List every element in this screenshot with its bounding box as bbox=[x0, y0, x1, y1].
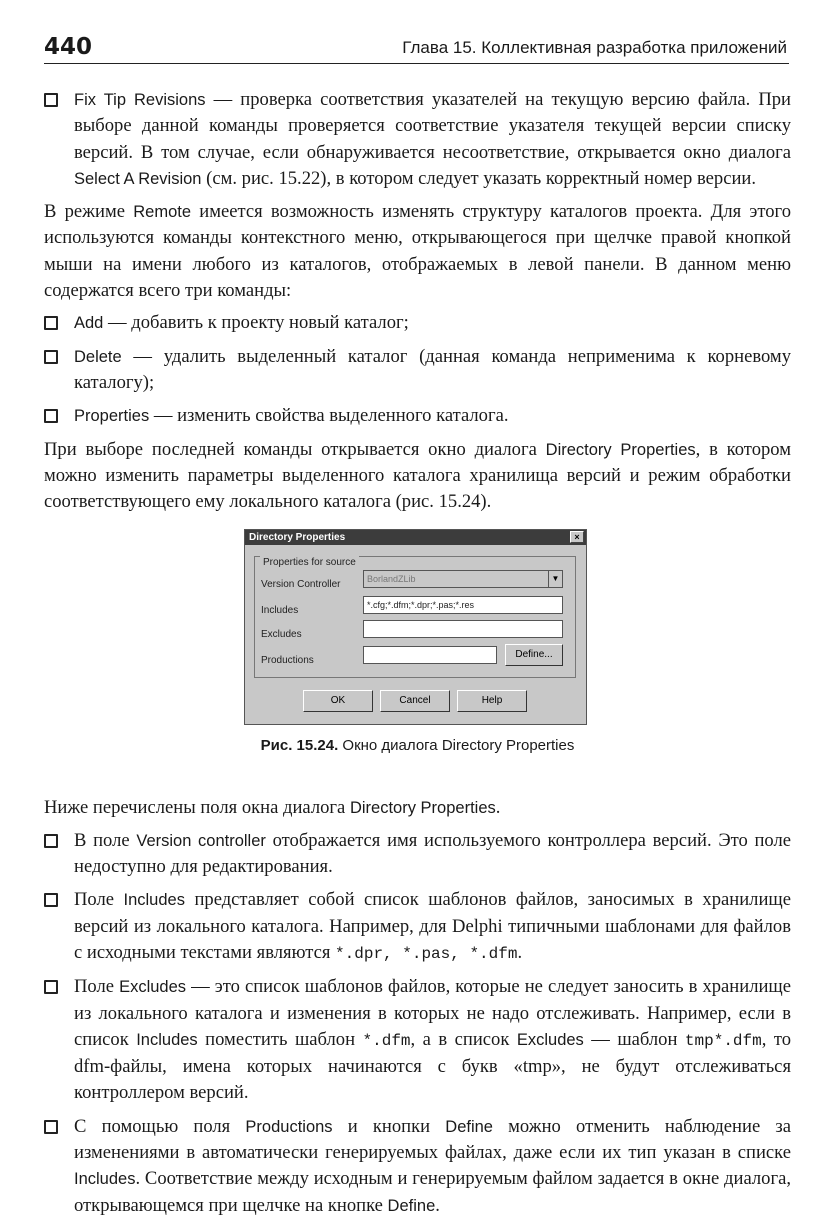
paragraph-directory-properties bbox=[44, 437, 791, 516]
define-button[interactable]: Define... bbox=[505, 644, 563, 666]
excludes-input[interactable] bbox=[363, 620, 563, 638]
text: — шаблон bbox=[583, 1028, 685, 1050]
item-text bbox=[74, 310, 791, 336]
item-text bbox=[74, 1114, 791, 1219]
term: Excludes bbox=[516, 1030, 584, 1049]
directory-properties-dialog bbox=[244, 529, 587, 725]
version-controller-label: Version Controller bbox=[261, 579, 341, 591]
term: Add bbox=[74, 314, 104, 333]
text: Поле bbox=[74, 976, 120, 998]
text: . bbox=[435, 1194, 440, 1216]
checkbox-bullet-icon bbox=[44, 980, 58, 994]
code: tmp*.dfm bbox=[684, 1031, 762, 1050]
caption-text: Окно диалога Directory Properties bbox=[338, 737, 575, 755]
checkbox-bullet-icon bbox=[44, 316, 58, 330]
includes-input[interactable]: *.cfg;*.dfm;*.dpr;*.pas;*.res bbox=[363, 596, 563, 614]
list-item-productions bbox=[44, 1114, 791, 1219]
term: Includes bbox=[74, 1170, 136, 1189]
text: можно отменить наблюдение за изменениями в автоматически генерируемых файлах, даже если их тип указан в списке bbox=[74, 1115, 791, 1164]
term: Properties bbox=[74, 407, 150, 426]
checkbox-bullet-icon bbox=[44, 1120, 58, 1134]
term: Includes bbox=[136, 1030, 198, 1049]
term: Productions bbox=[245, 1117, 333, 1136]
checkbox-bullet-icon bbox=[44, 93, 58, 107]
item-text bbox=[74, 403, 791, 429]
text: представляет собой список шаблонов файлов, заносимых в хранилище версий из локального каталога. Например, для Delphi типичными шаблонами для файлов с исходными текстами являются bbox=[74, 889, 791, 963]
checkbox-bullet-icon bbox=[44, 893, 58, 907]
ok-button[interactable]: OK bbox=[303, 690, 373, 712]
productions-label: Productions bbox=[261, 655, 314, 667]
text: поместить шаблон bbox=[197, 1028, 363, 1050]
figure-caption bbox=[44, 737, 791, 755]
text: . bbox=[495, 797, 501, 819]
code: *.dpr, *.pas, *.dfm bbox=[335, 944, 518, 963]
text: При выборе последней команды открывается окно диалога bbox=[44, 438, 546, 460]
term: Define bbox=[387, 1196, 436, 1215]
text: отображается имя используемого контроллера версий. Это поле недоступно для редактирования. bbox=[74, 829, 792, 878]
text: Поле bbox=[74, 889, 124, 911]
dialog-titlebar bbox=[245, 530, 586, 545]
text: Ниже перечислены поля окна диалога bbox=[44, 797, 350, 819]
term: Version controller bbox=[136, 831, 266, 850]
text: и кнопки bbox=[332, 1115, 446, 1137]
text: В поле bbox=[74, 829, 137, 851]
list-item-includes bbox=[44, 887, 791, 967]
paragraph-fields-intro bbox=[44, 795, 791, 821]
item-text bbox=[74, 974, 791, 1106]
text: , а в список bbox=[410, 1028, 517, 1050]
term: Define bbox=[445, 1117, 493, 1136]
group-label: Properties for source bbox=[260, 550, 359, 576]
term: Directory Properties bbox=[349, 799, 496, 818]
checkbox-bullet-icon bbox=[44, 409, 58, 423]
term: Fix Tip Revisions bbox=[74, 91, 206, 109]
item-text bbox=[74, 87, 791, 192]
text: С помощью поля bbox=[74, 1115, 246, 1137]
chapter-title: Глава 15. Коллективная разработка приложений bbox=[402, 38, 787, 57]
figure-15-24 bbox=[44, 529, 791, 779]
list-item-properties bbox=[44, 403, 791, 429]
help-button[interactable]: Help bbox=[457, 690, 527, 712]
includes-label: Includes bbox=[261, 605, 299, 617]
term: Delete bbox=[74, 347, 122, 366]
text: , в котором можно изменить параметры выделенного каталога хранилища версий и режим обработки соответствующего ему локального каталога (рис. 15.24). bbox=[44, 438, 791, 513]
chevron-down-icon: ▼ bbox=[548, 571, 562, 587]
dialog-title: Directory Properties bbox=[249, 532, 346, 544]
version-controller-select bbox=[363, 570, 563, 588]
page-number: 440 bbox=[44, 34, 93, 60]
excludes-label: Excludes bbox=[261, 629, 302, 641]
productions-input[interactable] bbox=[363, 646, 497, 664]
item-text bbox=[74, 828, 791, 881]
text: — изменить свойства выделенного каталога. bbox=[149, 405, 509, 427]
text: . Соответствие между исходным и генерируемым файлом задается в окне диалога, открывающемся при щелчке на кнопке bbox=[74, 1168, 791, 1216]
list-item-delete bbox=[44, 344, 791, 397]
code: *.dfm bbox=[362, 1031, 411, 1050]
paragraph-remote bbox=[44, 199, 791, 304]
text: имеется возможность изменять структуру каталогов проекта. Для этого используются команды контекстного меню, открывающегося при щелчке правой кнопкой мыши на имени любого из каталогов, отображаемых в левой панели. В данном меню содержатся всего три команды: bbox=[44, 201, 791, 302]
close-icon[interactable]: × bbox=[570, 531, 584, 543]
text: — удалить выделенный каталог (данная команда неприменима к корневому каталогу); bbox=[74, 345, 791, 393]
select-value: BorlandZLib bbox=[367, 574, 416, 585]
cancel-button[interactable]: Cancel bbox=[380, 690, 450, 712]
term: Includes bbox=[123, 891, 185, 910]
text: — добавить к проекту новый каталог; bbox=[103, 312, 409, 334]
text: — это список шаблонов файлов, которые не следует заносить в хранилище из локального каталога и изменения в которых не надо отслеживать. Например, если в список bbox=[74, 976, 791, 1050]
term: Remote bbox=[133, 203, 192, 222]
item-text bbox=[74, 887, 791, 967]
list-item-excludes bbox=[44, 974, 791, 1106]
list-item-add bbox=[44, 310, 791, 336]
term: Select A Revision bbox=[74, 169, 202, 188]
text: — проверка соответствия указателей на текущую версию файла. При выборе данной команды проверяется соответствие указателя текущей версии списку версий. В том случае, если обнаруживается несоответствие, открывается окно диалога bbox=[74, 89, 792, 163]
caption-number: Рис. 15.24. bbox=[260, 737, 339, 755]
item-text bbox=[74, 344, 791, 397]
list-item-fix-tip bbox=[44, 87, 791, 192]
checkbox-bullet-icon bbox=[44, 834, 58, 848]
checkbox-bullet-icon bbox=[44, 350, 58, 364]
list-item-version-controller bbox=[44, 828, 791, 881]
page-header bbox=[44, 34, 789, 64]
page-body bbox=[44, 87, 791, 1222]
text: В режиме bbox=[44, 201, 134, 223]
text: , то dfm-файлы, имена которых начинаются с букв «tmp», не будут отслеживаться контроллером версий. bbox=[74, 1028, 792, 1104]
text: (см. рис. 15.22), в котором следует указать корректный номер версии. bbox=[201, 167, 756, 189]
text: . bbox=[517, 941, 523, 963]
term: Directory Properties bbox=[545, 440, 696, 459]
term: Excludes bbox=[119, 978, 187, 997]
